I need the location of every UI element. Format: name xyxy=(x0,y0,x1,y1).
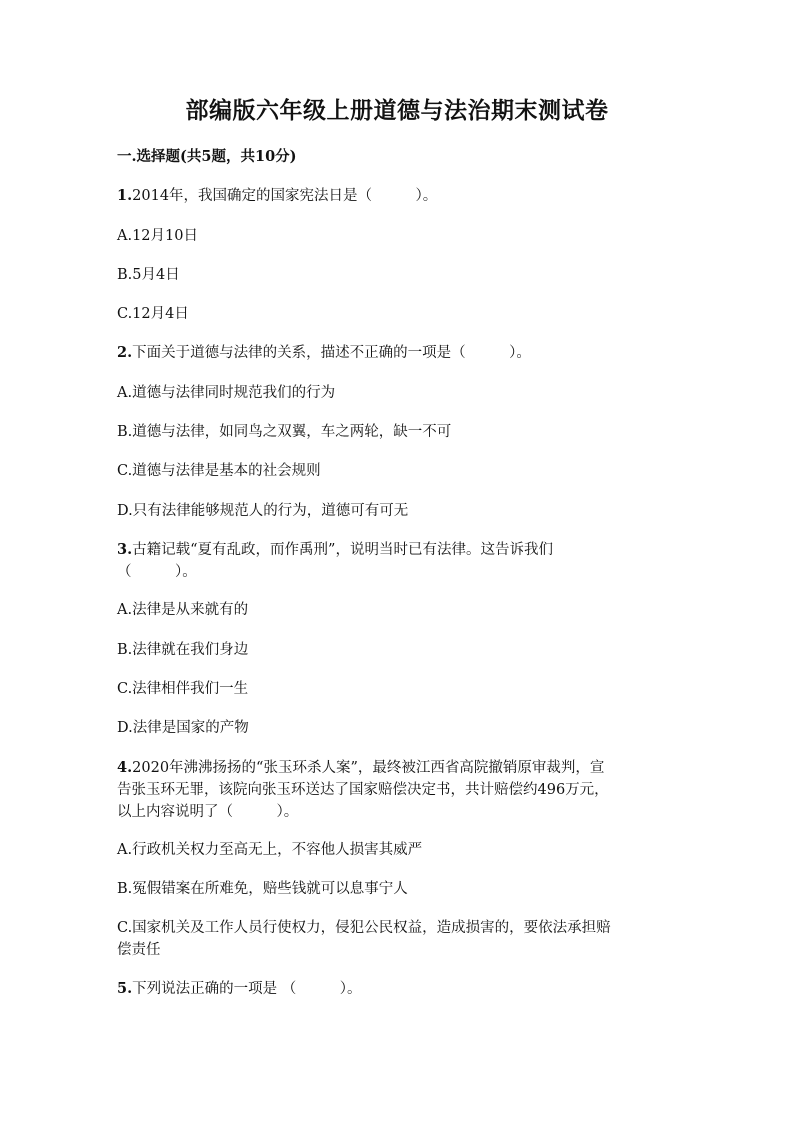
option-3a: A.法律是从来就有的 xyxy=(117,602,249,618)
option-2d: D.只有法律能够规范人的行为，道德可有可无 xyxy=(117,503,409,519)
section-heading: 一.选择题(共5题，共10分) xyxy=(117,148,297,165)
question-stem: 古籍记载“夏有乱政，而作禹刑”，说明当时已有法律。这告诉我们 xyxy=(132,542,553,558)
question-stem: 2014年，我国确定的国家宪法日是（ ）。 xyxy=(132,188,438,204)
question-stem: 下面关于道德与法律的关系，描述不正确的一项是（ ）。 xyxy=(132,345,531,361)
question-1 xyxy=(117,185,677,207)
question-number: 4. xyxy=(117,759,133,776)
question-4-continued: 告张玉环无罪，该院向张玉环送达了国家赔偿决定书，共计赔偿约496万元， xyxy=(117,782,609,798)
question-number: 5. xyxy=(117,980,133,997)
option-2a: A.道德与法律同时规范我们的行为 xyxy=(117,385,336,401)
question-2 xyxy=(117,342,677,364)
question-4 xyxy=(117,757,677,779)
question-stem: 下列说法正确的一项是 （ ）。 xyxy=(132,981,362,997)
option-2c: C.道德与法律是基本的社会规则 xyxy=(117,463,321,479)
question-number: 3. xyxy=(117,541,133,558)
option-3c: C.法律相伴我们一生 xyxy=(117,681,249,697)
option-1a: A.12月10日 xyxy=(117,228,198,244)
option-1b: B.5月4日 xyxy=(117,267,180,283)
question-number: 1. xyxy=(117,187,133,204)
option-4c: C.国家机关及工作人员行使权力，侵犯公民权益，造成损害的，要依法承担赔 xyxy=(117,920,611,936)
option-3d: D.法律是国家的产物 xyxy=(117,720,249,736)
option-4c-continued: 偿责任 xyxy=(117,942,161,958)
page-title: 部编版六年级上册道德与法治期末测试卷 xyxy=(185,97,609,124)
question-3 xyxy=(117,539,677,561)
question-3-continued: （ ）。 xyxy=(117,564,197,580)
option-1c: C.12月4日 xyxy=(117,306,189,322)
option-4a: A.行政机关权力至高无上，不容他人损害其威严 xyxy=(117,842,423,858)
question-number: 2. xyxy=(117,344,133,361)
question-stem: 2020年沸沸扬扬的“张玉环杀人案”，最终被江西省高院撤销原审裁判，宣 xyxy=(132,760,605,776)
question-5 xyxy=(117,978,677,1000)
question-4-continued: 以上内容说明了（ ）。 xyxy=(117,804,299,820)
option-3b: B.法律就在我们身边 xyxy=(117,642,249,658)
option-4b: B.冤假错案在所难免，赔些钱就可以息事宁人 xyxy=(117,881,408,897)
option-2b: B.道德与法律，如同鸟之双翼，车之两轮，缺一不可 xyxy=(117,424,452,440)
